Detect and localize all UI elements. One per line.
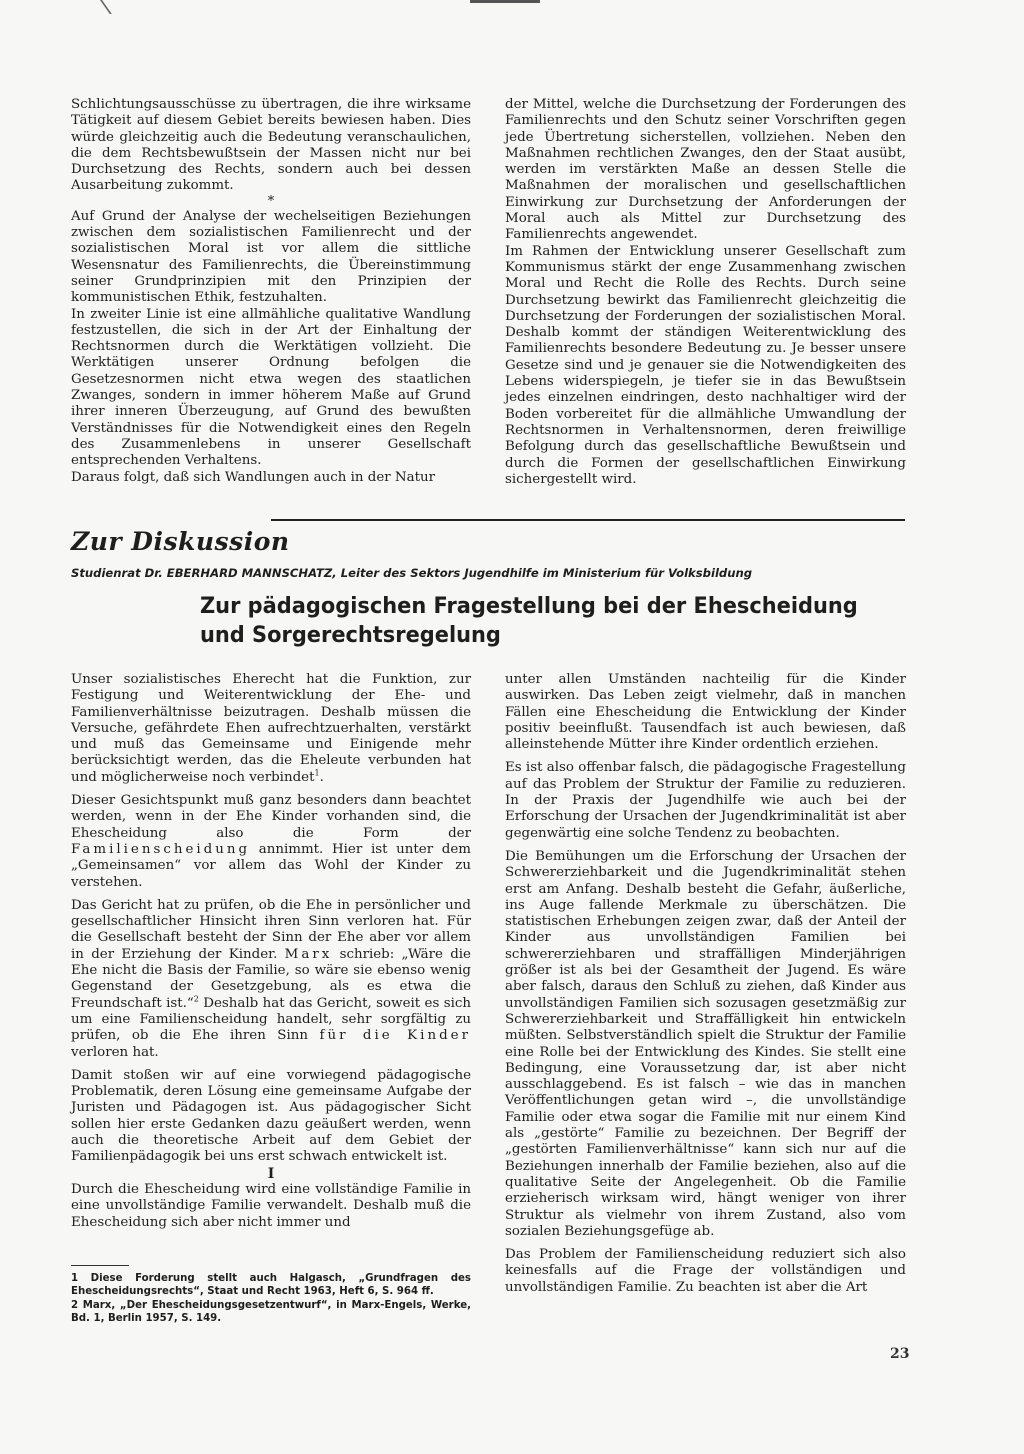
- author-byline: Studienrat Dr. EBERHARD MANNSCHATZ, Leiter des Sektors Jugendhilfe im Ministerium für Volksbildung: [71, 566, 753, 580]
- top-left-column: [71, 97, 471, 486]
- paragraph: Das Gericht hat zu prüfen, ob die Ehe in persönlicher und gesellschaftlicher Hinsicht ihren Sinn verloren hat. Für die Gesellschaft besteht der Sinn der Ehe aber vor allem in der Erziehung der Kinder. Marx schrieb: „Wäre die Ehe nicht die Basis der Familie, so wäre sie ebenso wenig Gegenstand der Gesetzgebung, als es etwa die Freundschaft ist.“$^2$ Deshalb hat das Gericht, soweit es sich um eine Familienscheidung handelt, sehr sorgfältig zu prüfen, ob die Ehe ihren Sinn für die Kinder verloren hat.: [71, 897, 471, 1060]
- section-divider-star: *: [267, 193, 275, 209]
- body-right-column: [505, 672, 906, 1296]
- body-left-column: [71, 672, 471, 1231]
- section-label: Zur Diskussion: [71, 527, 290, 556]
- article-title-line: Zur pädagogischen Fragestellung bei der Ehescheidung: [200, 593, 858, 619]
- emphasis-spaced: Marx: [284, 946, 333, 962]
- paragraph: Unser sozialistisches Eherecht hat die Funktion, zur Festigung und Weiterentwicklung der Ehe- und Familienverhältnisse beizutragen. Deshalb müssen die Versuche, gefährdete Ehen aufrechtzuerhalten, verstärkt und muß das Gemeinsame und Einigende mehr berücksichtigt werden, das die Eheleute verbunden hat und möglicherweise noch verbindet$^1$.: [71, 672, 471, 785]
- article-title-line: und Sorgerechtsregelung: [200, 622, 501, 648]
- paragraph: Auf Grund der Analyse der wechelseitigen Beziehungen zwischen dem sozialistischen Familienrecht und der sozialistischen Moral ist vor allem die sittliche Wesensnatur des Familienrechts, die Übereinstimmung seiner Grundprinzipien mit den Prinzipien der kommunistischen Ethik, festzuhalten.: [71, 208, 471, 306]
- paragraph: Es ist also offenbar falsch, die pädagogische Fragestellung auf das Problem der Struktur der Familie zu reduzieren. In der Praxis der Jugendhilfe wie auch bei der Erforschung der Ursachen der Jugendkriminalität ist aber gegenwärtig eine solche Tendenz zu beobachten.: [505, 760, 906, 841]
- paragraph: Die Bemühungen um die Erforschung der Ursachen der Schwererziehbarkeit und die Jugendkriminalität stehen erst am Anfang. Deshalb besteht die Gefahr, äußerliche, ins Auge fallende Merkmale zu überschätzen. Die statistischen Erhebungen zeigen zwar, daß der Anteil der Kinder aus unvollständigen Familien bei schwererziehbaren und straffälligen Minderjährigen größer ist als bei der Gesamtheit der Jugend. Es wäre aber falsch, daraus den Schluß zu ziehen, daß Kinder aus unvollständigen Familien sich sozusagen gesetzmäßig zur Schwererziehbarkeit und Straffälligkeit hin entwickeln müßten. Selbstverständlich spielt die Struktur der Familie eine Rolle bei der Entwicklung des Kindes. Sie stellt eine Bedingung, eine Voraussetzung dar, ist aber nicht ausschlaggebend. Es ist falsch – wie das in manchen Veröffentlichungen getan wird –, die unvollständige Familie oder etwa sogar die Familie mit nur einem Kind als „gestörte“ Familie zu bezeichnen. Der Begriff der „gestörten Familienverhältnisse“ kann sich nur auf die Beziehungen innerhalb der Familie beziehen, also auf die qualitative Seite der Angelegenheit. Ob die Familie erzieherisch wirksam wird, hängt weniger von ihrer Struktur als vielmehr von ihrem Zustand, also vom sozialen Beziehungsgefüge ab.: [505, 848, 906, 1239]
- paragraph: Schlichtungsausschüsse zu übertragen, die ihre wirksame Tätigkeit auf diesem Gebiet bereits bewiesen haben. Dies würde gleichzeitig auch die Bedeutung veranschaulichen, die dem Rechtsbewußtsein der Massen nicht nur bei Durchsetzung des Rechts, sondern auch bei dessen Ausarbeitung zukommt.: [71, 97, 471, 194]
- page-number: 23: [890, 1346, 910, 1362]
- section-numeral: I: [267, 1165, 275, 1182]
- paragraph: Das Problem der Familienscheidung reduziert sich also keinesfalls auf die Frage der vollständigen und unvollständigen Familie. Zu beachten ist aber die Art: [505, 1247, 906, 1295]
- footnote: 1 Diese Forderung stellt auch Halgasch, „Grundfragen des Ehescheidungsrechts“, Staat und Recht 1963, Heft 6, S. 964 ff.: [71, 1273, 471, 1297]
- scan-artifact-top: [470, 0, 540, 3]
- emphasis-spaced: für die Kinder: [319, 1028, 471, 1044]
- paragraph: Dieser Gesichtspunkt muß ganz besonders dann beachtet werden, wenn in der Ehe Kinder vorhanden sind, die Ehescheidung also die Form der Familienscheidung annimmt. Hier ist unter dem „Gemeinsamen“ vor allem das Wohl der Kinder zu verstehen.: [71, 793, 471, 890]
- paragraph: Daraus folgt, daß sich Wandlungen auch in der Natur: [71, 469, 436, 485]
- article-title: [200, 592, 870, 650]
- emphasis-spaced: Familienscheidung: [71, 841, 251, 857]
- paragraph: unter allen Umständen nachteilig für die Kinder auswirken. Das Leben zeigt vielmehr, daß in manchen Fällen eine Ehescheidung die Entwicklung der Kinder positiv beeinflußt. Tausendfach ist auch bewiesen, daß alleinstehende Mütter ihre Kinder ordentlich erziehen.: [505, 672, 906, 753]
- paragraph: Durch die Ehescheidung wird eine vollständige Familie in eine unvollständige Familie verwandelt. Deshalb muß die Ehescheidung sich aber nicht immer und: [71, 1181, 471, 1230]
- footnote-ref: 1: [314, 768, 320, 778]
- footnote: 2 Marx, „Der Ehescheidungsgesetzentwurf“, in Marx-Engels, Werke, Bd. 1, Berlin 1957, S. 149.: [71, 1300, 471, 1324]
- footnote-ref: 2: [193, 994, 199, 1004]
- paragraph: In zweiter Linie ist eine allmähliche qualitative Wandlung festzustellen, die sich in der Art der Einhaltung der Rechtsnormen durch die Werktätigen vollzieht. Die Werktätigen unserer Ordnung befolgen die Gesetzesnormen nicht etwa wegen des staatlichen Zwanges, sondern in immer höherem Maße auf Grund ihrer inneren Überzeugung, auf Grund des bewußten Verständnisses für die Notwendigkeit eines den Regeln des Zusammenlebens in unserer Gesellschaft entsprechenden Verhaltens.: [71, 306, 471, 469]
- paragraph: Im Rahmen der Entwicklung unserer Gesellschaft zum Kommunismus stärkt der enge Zusammenhang zwischen Moral und Recht die Rolle des Rechts. Durch seine Durchsetzung bewirkt das Familienrecht gleichzeitig die Durchsetzung der Forderungen der sozialistischen Moral. Deshalb kommt der ständigen Weiterentwicklung des Familienrechts besondere Bedeutung zu. Je besser unsere Gesetze sind und je genauer sie die Notwendigkeiten des Lebens widerspiegeln, je tiefer sie in das Bewußtsein jedes einzelnen eindringen, desto nachhaltiger wird der Boden vorbereitet für die allmähliche Umwandlung der Rechtsnormen in Verhaltensnormen, deren freiwillige Befolgung durch das gesellschaftliche Bewußtsein und durch die Formen der gesellschaftlichen Einwirkung sichergestellt wird.: [505, 243, 906, 487]
- footnotes: [71, 1273, 471, 1327]
- scan-artifact: [84, 0, 112, 14]
- footnote-rule: [71, 1265, 129, 1266]
- paragraph: der Mittel, welche die Durchsetzung der Forderungen des Familienrechts und den Schutz seiner Vorschriften gegen jede Übertretung sicherstellen, vollziehen. Neben den Maßnahmen rechtlichen Zwanges, den der Staat ausübt, werden im verstärkten Maße an dessen Stelle die Maßnahmen der moralischen und gesellschaftlichen Einwirkung zur Durchsetzung der Anforderungen der Moral auch als Mittel zur Durchsetzung des Familienrechts angewendet.: [505, 97, 906, 243]
- paragraph: Damit stoßen wir auf eine vorwiegend pädagogische Problematik, deren Lösung eine gemeinsame Aufgabe der Juristen und Pädagogen ist. Aus pädagogischer Sicht sollen hier erste Gedanken dazu geäußert werden, wenn auch die theoretische Arbeit auf dem Gebiet der Familienpädagogik bei uns erst schwach entwickelt ist.: [71, 1067, 471, 1165]
- top-right-column: [505, 97, 906, 488]
- section-rule: [271, 519, 905, 521]
